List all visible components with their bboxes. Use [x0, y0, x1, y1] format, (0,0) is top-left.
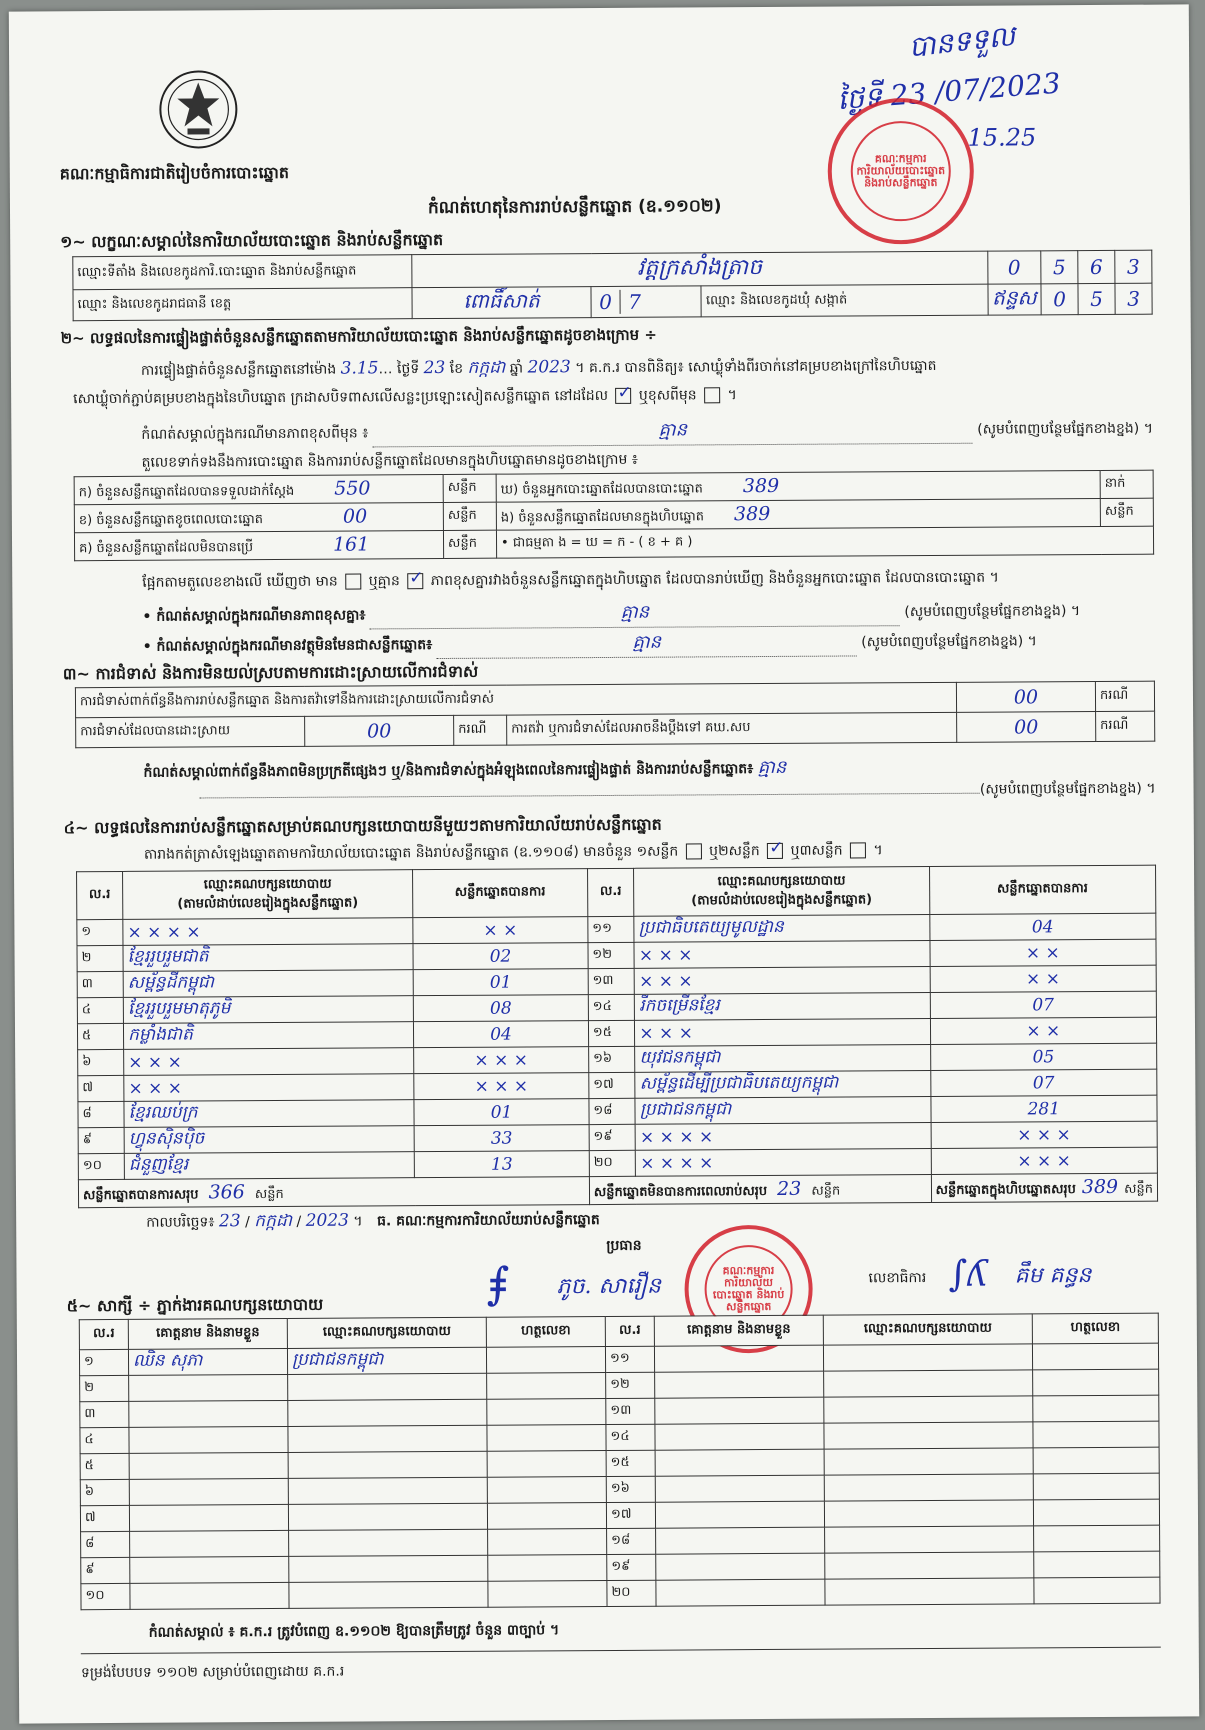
party-number: ១០	[78, 1153, 124, 1179]
witness-signature[interactable]	[488, 1580, 607, 1607]
witness-party[interactable]	[825, 1552, 1034, 1579]
party-votes: 08	[413, 995, 588, 1022]
witness-signature[interactable]	[1034, 1577, 1160, 1604]
witness-signature[interactable]	[1033, 1447, 1159, 1474]
party-votes: 01	[414, 1099, 589, 1126]
witness-party[interactable]	[288, 1477, 487, 1504]
party-votes: × ×	[930, 965, 1157, 992]
section1-table	[72, 250, 1152, 322]
change-note-row: កំណត់សម្គាល់ក្នុងករណីមានភាពខុសពីមុន ៖ គ្មាន (សូមបំពេញបន្ថែមផ្នែកខាងខ្នង) ។	[141, 415, 1151, 449]
witness-party[interactable]	[289, 1581, 488, 1608]
party-name: ខ្មែររួបរួមមាតុភូមិ	[123, 996, 413, 1024]
witness-party[interactable]	[824, 1474, 1033, 1501]
verification-paragraph-line2: សោឃ្លុំចាក់ភ្ជាប់គម្របខាងក្នុងនៃហិបឆ្នោត ក្រដាសបិទពាសលើសន្លះប្រឡោះសៀតសន្លឹកឆ្នោត នៅដដែល ✓ ឬខុសពីមុន ។	[73, 385, 737, 410]
verification-paragraph-line1: ការផ្ទៀងផ្ទាត់ចំនួនសន្លឹកឆ្នោតនៅម៉ោង 3.15… ថ្ងៃទី 23 ខែ កក្កដា ឆ្នាំ 2023 ។ គ.ក.រ បានពិនិត្យ៖ សោឃ្លុំទាំងពីរចាក់នៅគម្របខាងក្រៅនៃហិបឆ្នោត	[140, 357, 937, 379]
witness-party[interactable]	[288, 1373, 487, 1400]
witness-signature[interactable]	[488, 1554, 607, 1581]
witness-party[interactable]	[824, 1396, 1033, 1423]
party-votes: × × ×	[414, 1047, 589, 1074]
commune-code-digit: 3	[1115, 283, 1152, 314]
station-code-digit: 5	[1041, 251, 1078, 284]
figure-value: 389	[742, 474, 780, 497]
form-title: កំណត់ហេតុនៃការរាប់សន្លឹកឆ្នោត (ឧ.១១០២)	[427, 196, 722, 219]
witness-number: ១៧	[606, 1502, 655, 1528]
witness-table: ល.រ គោត្តនាម និងនាមខ្លួន ឈ្មោះគណបក្សនយោបាយ ហត្ថលេខា ល.រ គោត្តនាម និងនាមខ្លួន ឈ្មោះគណបក្សនយោបាយ ហត្ថលេខា ១ ឈិន សុភា ប្រជាជនកម្ពុជា ១១ ២ ១២ ៣ ១៣ ៤ ១៤ ៥ ១៥ ៦ ១៦ ៧ ១៧ ៨ ១៨ ៩ ១៩ ១០ ២០	[79, 1313, 1161, 1611]
witness-signature[interactable]	[487, 1424, 606, 1451]
section5-title: ៥~ សាក្សី ÷ ភ្នាក់ងារគណបក្សនយោបាយ	[66, 1294, 324, 1316]
party-votes: 02	[413, 943, 588, 970]
commune-code-digit: 5	[1078, 283, 1115, 314]
verify-month: កក្កដា	[467, 357, 506, 378]
party-name: សម្ព័ន្ធដើម្បីប្រជាធិបតេយ្យកម្ពុជា	[635, 1071, 930, 1099]
verify-year: 2023	[527, 357, 571, 378]
signing-month: កក្កដា	[254, 1210, 293, 1232]
party-number: ៦	[78, 1049, 124, 1075]
party-name: ខ្មែរឈប់ក្រ	[124, 1100, 414, 1128]
objection-label: ការជំទាស់ពាក់ព័ន្ធនឹងការរាប់សន្លឹកឆ្នោត និងការតវ៉ាទៅនឹងការដោះស្រាយលើការជំទាស់	[75, 682, 956, 717]
changed-checkbox[interactable]	[704, 387, 720, 403]
witness-party[interactable]	[288, 1503, 487, 1530]
party-name: ប្រជាជនកម្ពុជា	[635, 1097, 930, 1125]
party-name: × × ×	[635, 1019, 930, 1047]
has-difference-checkbox[interactable]	[345, 573, 361, 589]
witness-number: ១៤	[606, 1424, 655, 1450]
station-code-digit: 3	[1115, 250, 1152, 283]
witness-party[interactable]: ប្រជាជនកម្ពុជា	[287, 1347, 486, 1374]
party-votes: 01	[413, 969, 588, 996]
signing-date-row: កាលបរិច្ឆេទ៖ 23 / កក្កដា / 2023 ។ ធ. គណៈកម្មការការិយាល័យរាប់សន្លឹកឆ្នោត	[146, 1210, 600, 1232]
witness-signature[interactable]	[1033, 1369, 1159, 1396]
secretary-label: លេខាធិការ	[868, 1270, 927, 1287]
figure-label: ក) ចំនួនសន្លឹកឆ្នោតដែលបានទទួលដាក់ស្តែង 550	[74, 474, 443, 504]
received-note-date: ថ្ងៃទី 23 /07/2023	[836, 66, 1062, 117]
party-name: រីកចម្រើនខ្មែរ	[635, 993, 930, 1021]
figure-label: គ) ចំនួនសន្លឹកឆ្នោតដែលមិនបានប្រើ 161	[74, 530, 443, 560]
party-name: × × ×	[124, 1074, 414, 1102]
party-name: ប្រជាធិបតេយ្យមូលដ្ឋាន	[634, 915, 929, 943]
witness-party[interactable]	[289, 1555, 488, 1582]
party-name: ខ្មែររួបរួមជាតិ	[123, 944, 413, 972]
polling-station-label: ឈ្មោះទីតាំង និងលេខកូដការិ.បោះឆ្នោត និងរាប់សន្លឹកឆ្នោត	[73, 255, 412, 290]
witness-number: ៦	[80, 1479, 129, 1505]
witness-signature[interactable]	[487, 1372, 606, 1399]
witness-name[interactable]	[655, 1397, 824, 1424]
party-number: ៨	[78, 1101, 124, 1127]
witness-signature[interactable]	[1033, 1395, 1159, 1422]
party-votes: × × ×	[931, 1147, 1158, 1174]
chair-name: ភូច. សារឿន	[556, 1273, 661, 1300]
witness-signature[interactable]	[488, 1528, 607, 1555]
no-difference-checkbox[interactable]	[407, 573, 423, 589]
party-number: ២០	[589, 1150, 636, 1176]
party-name: សម្ព័ន្ធដីកម្ពុជា	[123, 970, 413, 998]
witness-row	[81, 1577, 1160, 1610]
witness-signature[interactable]	[487, 1476, 606, 1503]
party-name: × × × ×	[636, 1149, 931, 1177]
secretary-signature: ∫ʎ	[948, 1253, 988, 1295]
invalid-object-note-row: • កំណត់សម្គាល់ក្នុងករណីមានវត្ថុមិនមែនជាសន្លឹកឆ្នោត៖ គ្មាន (សូមបំពេញបន្ថែមផ្នែកខាងខ្នង) ។	[143, 627, 1037, 660]
form-sheet	[9, 4, 1199, 1723]
witness-name[interactable]	[129, 1400, 288, 1427]
chair-signature: ⨎	[486, 1258, 510, 1310]
witness-number: ១៥	[606, 1450, 655, 1476]
difference-note-value: គ្មាន	[620, 601, 650, 623]
witness-number: ១៩	[607, 1554, 656, 1580]
party-votes: × × ×	[414, 1073, 589, 1100]
witness-number: ១២	[606, 1372, 655, 1398]
total-box-cell: សន្លឹកឆ្នោតក្នុងហិបឆ្នោតសរុប 389 សន្លឹក	[931, 1173, 1158, 1202]
party-votes: 281	[930, 1095, 1157, 1122]
witness-name[interactable]	[655, 1423, 824, 1450]
witness-number: ១០	[81, 1583, 130, 1609]
signing-day: 23	[218, 1211, 241, 1232]
witness-party[interactable]	[824, 1448, 1033, 1475]
party-number: ២	[77, 945, 123, 971]
section4-title: ៤~ លទ្ធផលនៃការរាប់សន្លឹកឆ្នោតសម្រាប់គណបក្សនយោបាយនីមួយៗតាមការិយាល័យរាប់សន្លឹកឆ្នោត	[63, 814, 662, 838]
chair-title: ប្រធាន	[606, 1237, 642, 1254]
witness-signature[interactable]	[487, 1502, 606, 1529]
witness-party[interactable]	[825, 1526, 1034, 1553]
party-name: កម្លាំងជាតិ	[124, 1022, 414, 1050]
appeal-count: 00	[957, 711, 1096, 742]
irregularity-note-row: កំណត់សម្គាល់ពាក់ព័ន្ធនឹងភាពមិនប្រក្រតីផ្សេងៗ ឬ/និងការជំទាស់ក្នុងអំឡុងពេលនៃការផ្ទៀងផ្ទាត់ និងការរាប់សន្លឹកឆ្នោត៖ គ្មាន	[143, 756, 787, 781]
witness-signature[interactable]	[1034, 1551, 1160, 1578]
party-votes: 04	[414, 1021, 589, 1048]
party-name: × × ×	[124, 1048, 414, 1076]
party-votes: 04	[929, 913, 1156, 940]
received-note-title: បានទទួល	[907, 19, 1017, 64]
witness-name[interactable]	[655, 1475, 824, 1502]
witness-name[interactable]: ឈិន សុភា	[128, 1348, 287, 1375]
total-box-value: 389	[1081, 1175, 1119, 1198]
party-name: × × ×	[634, 967, 929, 995]
party-number: ១៨	[589, 1098, 636, 1124]
nec-emblem-icon	[157, 68, 239, 150]
witness-signature[interactable]	[487, 1398, 606, 1425]
one-sheet-checkbox[interactable]	[686, 843, 702, 859]
party-number: ១៤	[588, 994, 635, 1020]
invalid-object-note-value: គ្មាន	[632, 631, 662, 653]
witness-name[interactable]	[655, 1449, 824, 1476]
figure-value: 389	[733, 502, 771, 525]
total-invalid-cell: សន្លឹកឆ្នោតមិនបានការពេលរាប់សរុប 23 សន្លឹក	[589, 1175, 931, 1205]
witness-party[interactable]	[824, 1370, 1033, 1397]
witness-party[interactable]	[288, 1399, 487, 1426]
party-number: ១២	[588, 942, 635, 968]
witness-signature[interactable]	[1034, 1525, 1160, 1552]
witness-number: ១	[79, 1349, 128, 1375]
objections-table: ការជំទាស់ពាក់ព័ន្ធនឹងការរាប់សន្លឹកឆ្នោត និងការតវ៉ាទៅនឹងការដោះស្រាយលើការជំទាស់ 00 ករណី ការជំទាស់ដែលបានដោះស្រាយ 00 ករណី ការតវ៉ា ឬការជំទាស់ដែលអាចនឹងប្តឹងទៅ គឃ.សប 00 ករណី	[75, 681, 1155, 749]
unchanged-checkbox[interactable]	[615, 388, 631, 404]
party-number: ៣	[77, 971, 123, 997]
witness-name[interactable]	[129, 1452, 288, 1479]
party-results-table: ល.រ ឈ្មោះគណបក្សនយោបាយ (តាមលំដាប់លេខរៀងក្នុងសន្លឹកឆ្នោត) សន្លឹកឆ្នោតបានការ ល.រ ឈ្មោះគណបក្សនយោបាយ (តាមលំដាប់លេខរៀងក្នុងសន្លឹកឆ្នោត) សន្លឹកឆ្នោតបានការ ១ × × × × × × ១១ ប្រជាធិបតេយ្យមូលដ្ឋាន 04 ២ ខ្មែររួបរួមជាតិ 02 ១២ × × × × × ៣ សម្ព័ន្ធដីកម្ពុជា 01 ១៣ × × × × × ៤ ខ្មែររួបរួមមាតុភូមិ 08 ១៤ រីកចម្រើនខ្មែរ 07 ៥ កម្លាំងជាតិ 04 ១៥ × × × × × ៦ × × × × × × ១៦ យុវជនកម្ពុជា 05 ៧ × × × × × × ១៧ សម្ព័ន្ធដើម្បីប្រជាធិបតេយ្យកម្ពុជា 07 ៨ ខ្មែរឈប់ក្រ 01 ១៨ ប្រជាជនកម្ពុជា 281 ៩ ហ្វុនស៊ិនប៉ិច 33 ១៩ × × × × × × × ១០ ជំនួញខ្មែរ 13 ២០ × × × × × × × សន្លឹកឆ្នោតបានការសរុប 366 សន្លឹក សន្លឹកឆ្នោតមិនបានការពេលរាប់សរុប 23 សន្លឹក សន្លឹកឆ្នោតក្នុងហិបឆ្នោតសរុប 389 សន្លឹក	[76, 865, 1158, 1209]
witness-name[interactable]	[130, 1556, 289, 1583]
witness-number: ២០	[607, 1580, 656, 1606]
secretary-name: គឹម គន្ធន	[1014, 1263, 1092, 1289]
party-votes: 13	[414, 1151, 589, 1178]
witness-number: ១១	[605, 1346, 654, 1372]
party-votes: × ×	[930, 1017, 1157, 1044]
verify-day: 23	[423, 357, 446, 379]
party-votes: 05	[930, 1043, 1157, 1070]
party-votes: × ×	[930, 939, 1157, 966]
party-name: យុវជនកម្ពុជា	[635, 1045, 930, 1073]
party-votes: × × ×	[931, 1121, 1158, 1148]
change-note-value: គ្មាន	[658, 419, 688, 441]
commune-label: ឈ្មោះ និងលេខកូដឃុំ សង្កាត់	[701, 284, 987, 317]
witness-name[interactable]	[130, 1530, 289, 1557]
party-number: ១១	[588, 916, 635, 942]
station-code-digit: 0	[987, 251, 1041, 284]
figure-label: ឃ) ចំនួនអ្នកបោះឆ្នោតដែលបានបោះឆ្នោត 389	[496, 470, 1100, 502]
party-number: ៤	[77, 997, 123, 1023]
witness-signature[interactable]	[486, 1347, 605, 1374]
witness-name[interactable]	[130, 1582, 289, 1609]
witness-signature[interactable]	[1033, 1473, 1159, 1500]
irregularity-note-value: គ្មាន	[757, 756, 787, 779]
official-stamp-top: គណៈកម្មការការិយាល័យបោះឆ្នោត និងរាប់សន្លឹកឆ្នោត	[827, 98, 974, 245]
figure-value: 550	[334, 476, 371, 500]
province-value: ពោធិ៍សាត់	[412, 287, 591, 319]
form-footer: ទម្រង់បែបបទ ១១០២ សម្រាប់បំពេញដោយ គ.ក.រ	[80, 1663, 345, 1682]
province-code-digit: 7	[628, 289, 641, 314]
witness-number: ២	[80, 1375, 129, 1401]
signing-year: 2023	[305, 1210, 349, 1231]
party-number: ១	[77, 919, 123, 945]
witness-number: ៧	[80, 1505, 129, 1531]
party-number: ១៥	[588, 1020, 635, 1046]
party-name: × × ×	[634, 941, 929, 969]
party-votes: 33	[414, 1125, 589, 1152]
witness-name[interactable]	[129, 1478, 288, 1505]
appeal-label: ការតវ៉ា ឬការជំទាស់ដែលអាចនឹងប្តឹងទៅ គឃ.សប	[507, 712, 957, 745]
witness-number: ៩	[81, 1557, 130, 1583]
three-sheet-checkbox[interactable]	[850, 842, 866, 858]
figure-value: 161	[332, 532, 370, 556]
witness-name[interactable]	[129, 1426, 288, 1453]
party-number: ១៩	[589, 1124, 636, 1150]
witness-signature[interactable]	[1033, 1499, 1159, 1526]
station-code-digit: 6	[1078, 250, 1115, 283]
party-votes: 07	[930, 1069, 1157, 1096]
party-votes: × ×	[413, 917, 588, 944]
party-name: × × × ×	[123, 918, 413, 946]
figure-value: 00	[342, 504, 368, 528]
party-name: ជំនួញខ្មែរ	[124, 1152, 414, 1180]
irregularity-fill-more: (សូមបំពេញបន្ថែមផ្នែកខាងខ្នង) ។	[76, 779, 1156, 807]
section2-title: ២~ លទ្ធផលនៃការផ្ទៀងផ្ទាត់ចំនួនសន្លឹកឆ្នោតតាមការិយាល័យបោះឆ្នោត និងរាប់សន្លឹកឆ្នោតដូចខាងក្រោម ÷	[60, 325, 657, 348]
witness-name[interactable]	[129, 1504, 288, 1531]
resolved-count: 00	[305, 715, 454, 746]
figure-formula: • ជាធម្មតា ង = ឃ = ក - ( ខ + គ )	[496, 526, 1153, 558]
party-votes: 07	[930, 991, 1157, 1018]
witness-party[interactable]	[825, 1578, 1034, 1605]
figure-label: ខ) ចំនួនសន្លឹកឆ្នោតខូចពេលបោះឆ្នោត 00	[74, 502, 443, 532]
party-number: ១៦	[588, 1046, 635, 1072]
difference-row: ផ្អែកតាមតួលេខខាងលើ ឃើញថា មាន ឬគ្មាន ✓ ភាពខុសគ្នារវាងចំនួនសន្លឹកឆ្នោតក្នុងហិបឆ្នោត ដែលបានរាប់ឃើញ និងចំនួនអ្នកបោះឆ្នោត ដែលបានបោះឆ្នោត ។	[142, 568, 999, 594]
party-name: × × × ×	[635, 1123, 930, 1151]
witness-number: ១៣	[606, 1398, 655, 1424]
party-number: ៧	[78, 1075, 124, 1101]
witness-name[interactable]	[656, 1553, 825, 1580]
witness-number: ៣	[80, 1401, 129, 1427]
received-note-time: 15.25	[967, 123, 1037, 152]
witness-name[interactable]	[654, 1345, 823, 1372]
ballot-figures-table: ក) ចំនួនសន្លឹកឆ្នោតដែលបានទទួលដាក់ស្តែង 550 សន្លឹក ឃ) ចំនួនអ្នកបោះឆ្នោតដែលបានបោះឆ្នោត 389 នាក់ ខ) ចំនួនសន្លឹកឆ្នោតខូចពេលបោះឆ្នោត 00 សន្លឹក ង) ចំនួនសន្លឹកឆ្នោតដែលមានក្នុងហិបឆ្នោត 389 សន្លឹក គ) ចំនួនសន្លឹកឆ្នោតដែលមិនបានប្រើ 161 សន្លឹក • ជាធម្មតា ង = ឃ = ក - ( ខ + គ )	[74, 470, 1154, 562]
figure-label: ង) ចំនួនសន្លឹកឆ្នោតដែលមានក្នុងហិបឆ្នោត 389	[496, 498, 1100, 530]
witness-name[interactable]	[656, 1579, 825, 1606]
province-label: ឈ្មោះ និងលេខកូដរាជធានី ខេត្ត	[73, 288, 412, 321]
footer-divider	[81, 1647, 1161, 1655]
witness-party[interactable]	[824, 1500, 1033, 1527]
witness-party[interactable]	[288, 1425, 487, 1452]
witness-name[interactable]	[656, 1527, 825, 1554]
section1-title: ១~ លក្ខណៈសម្គាល់នៃការិយាល័យបោះឆ្នោត និងរាប់សន្លឹកឆ្នោត	[60, 229, 444, 252]
total-valid-value: 366	[208, 1180, 245, 1203]
polling-station-value: វត្តក្រសាំងត្រាច	[412, 251, 988, 288]
witness-number: ៥	[80, 1453, 129, 1479]
footnote: កំណត់សម្គាល់ ៖ គ.ក.រ ត្រូវបំពេញ ឧ.១១០២ ឱ្យបានត្រឹមត្រូវ ចំនួន ៣ច្បាប់ ។	[148, 1622, 560, 1641]
party-number: ៥	[77, 1023, 123, 1049]
tally-sheet-count-row: តារាងកត់ត្រាសំឡេងឆ្នោតតាមការិយាល័យបោះឆ្នោត និងរាប់សន្លឹកឆ្នោត (ឧ.១១០៨) មានចំនួន ១សន្លឹក ឬ២សន្លឹក ✓ ឬ៣សន្លឹក ។	[144, 840, 883, 866]
two-sheet-checkbox[interactable]	[767, 843, 783, 859]
witness-number: ៤	[80, 1427, 129, 1453]
objection-count: 00	[956, 681, 1095, 712]
total-invalid-value: 23	[777, 1177, 802, 1200]
witness-name[interactable]	[655, 1501, 824, 1528]
witness-party[interactable]	[288, 1451, 487, 1478]
commune-value: ឥន្ទស	[988, 284, 1042, 315]
agency-name: គណៈកម្មាធិការជាតិរៀបចំការបោះឆ្នោត	[59, 162, 290, 184]
witness-party[interactable]	[289, 1529, 488, 1556]
commune-code-digit: 0	[1041, 284, 1078, 315]
province-code-digit: 0	[591, 290, 620, 314]
witness-party[interactable]	[824, 1422, 1033, 1449]
verify-time: 3.15	[340, 358, 379, 379]
witness-signature[interactable]	[1033, 1421, 1159, 1448]
party-number: ១៣	[588, 968, 635, 994]
figures-intro: តួលេខទាក់ទងនឹងការបោះឆ្នោត និងការរាប់សន្លឹកឆ្នោតដែលមានក្នុងហិបឆ្នោតមានដូចខាងក្រោម ៖	[141, 451, 638, 471]
witness-signature[interactable]	[487, 1450, 606, 1477]
witness-number: ៨	[81, 1531, 130, 1557]
difference-note-row: • កំណត់សម្គាល់ក្នុងករណីមានភាពខុសគ្នា៖ គ្មាន (សូមបំពេញបន្ថែមផ្នែកខាងខ្នង) ។	[142, 597, 1080, 631]
witness-number: ១៨	[607, 1528, 656, 1554]
section3-title: ៣~ ការជំទាស់ និងការមិនយល់ស្របតាមការដោះស្រាយលើការជំទាស់	[62, 661, 479, 684]
witness-party[interactable]	[823, 1344, 1032, 1371]
witness-name[interactable]	[655, 1371, 824, 1398]
witness-signature[interactable]	[1032, 1343, 1158, 1370]
party-number: ៩	[78, 1127, 124, 1153]
official-stamp-bottom: គណៈកម្មការការិយាល័យបោះឆ្នោត និងរាប់សន្លឹកឆ្នោត	[684, 1225, 813, 1354]
resolved-label: ការជំទាស់ដែលបានដោះស្រាយ	[76, 716, 305, 747]
party-number: ១៧	[589, 1072, 636, 1098]
witness-number: ១៦	[606, 1476, 655, 1502]
party-name: ហ្វុនស៊ិនប៉ិច	[124, 1126, 414, 1154]
witness-name[interactable]	[129, 1374, 288, 1401]
total-valid-cell: សន្លឹកឆ្នោតបានការសរុប 366 សន្លឹក	[78, 1177, 589, 1208]
